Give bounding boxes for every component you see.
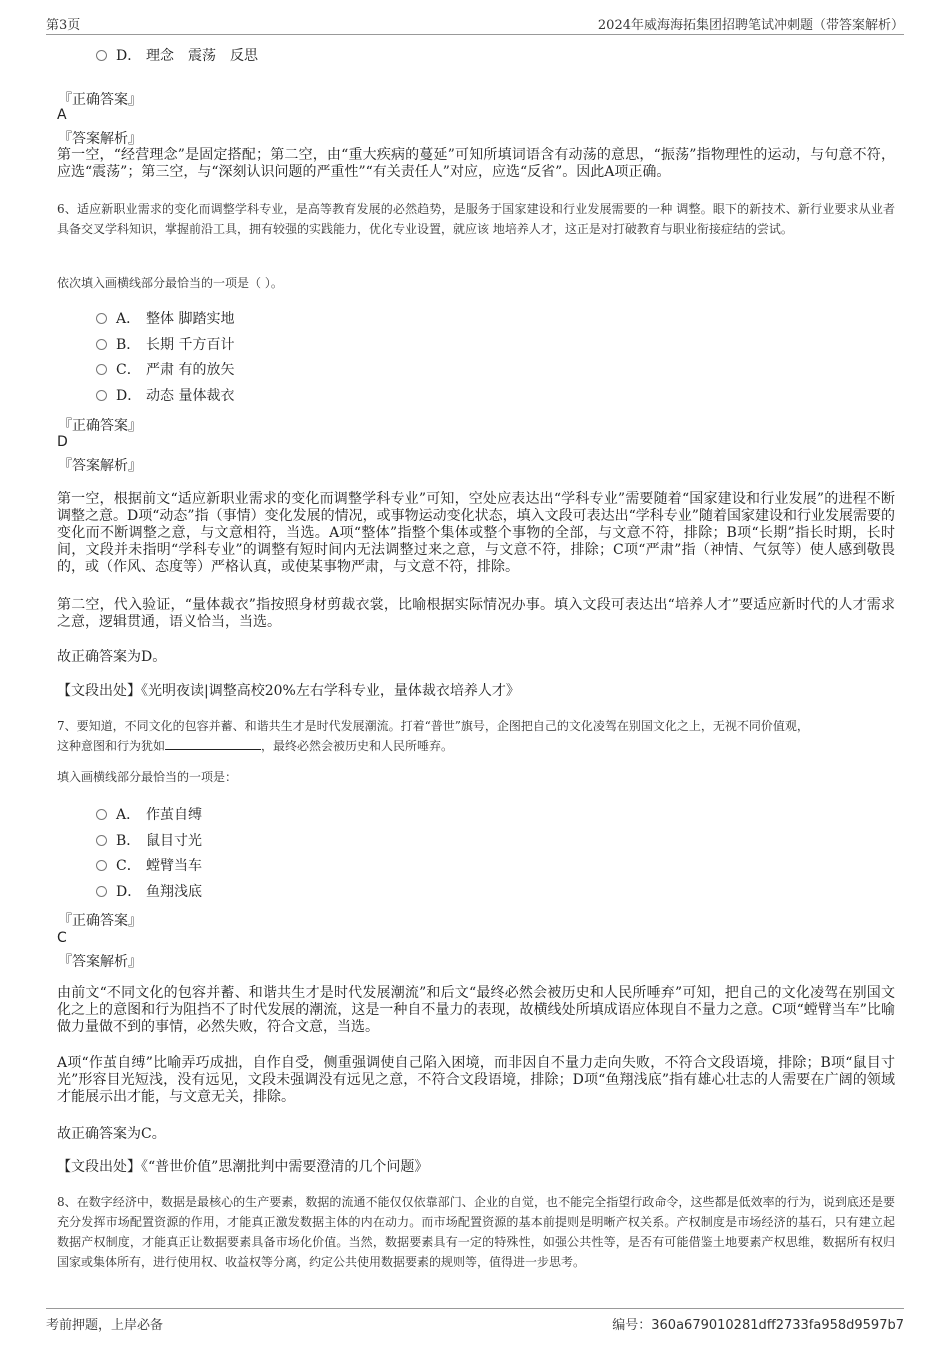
radio-icon[interactable] xyxy=(96,339,107,350)
q7-answer: C xyxy=(57,930,67,946)
q5-option-d[interactable]: D． 理念 震荡 反思 xyxy=(96,46,258,66)
radio-icon[interactable] xyxy=(96,886,107,897)
footer-code: 编号：360a679010281dff2733fa958d9597b7 xyxy=(612,1318,904,1333)
q6-option-d[interactable]: D． 动态 量体裁衣 xyxy=(96,386,234,406)
q6-analysis-p2: 第二空，代入验证，“量体裁衣”指按照身材剪裁衣裳，比喻根据实际情况办事。填入文段可表达出“培养人才”要适应新时代的人才需求之意，逻辑贯通，语义恰当，当选。 xyxy=(57,597,895,630)
q7-option-b[interactable]: B． 鼠目寸光 xyxy=(96,831,202,851)
q7-prompt: 填入画横线部分最恰当的一项是： xyxy=(57,770,238,784)
q6-option-c[interactable]: C． 严肃 有的放矢 xyxy=(96,360,234,380)
q7-answer-tag: 『正确答案』 xyxy=(58,913,142,929)
page-header xyxy=(46,12,904,35)
q6-analysis-tag: 『答案解析』 xyxy=(58,458,142,474)
q6-option-a[interactable]: A． 整体 脚踏实地 xyxy=(96,309,234,329)
radio-icon[interactable] xyxy=(96,390,107,401)
q5-analysis-tag: 『答案解析』 xyxy=(58,131,142,147)
page-number: 第3页 xyxy=(46,18,81,33)
q8-stem: 8、在数字经济中，数据是最核心的生产要素，数据的流通不能仅仅依靠部门、企业的自觉，也不能完全指望行政命令，这些都是低效率的行为，说到底还是要充分发挥市场配置资源的作用，才能真正激发数据主体的内在动力。而市场配置资源的基本前提则是明晰产权关系。产权制度是市场经济的基石，只有建立起数据产权制度，才能真正让数据要素具备市场化价值。当然，数据要素具有一定的特殊性，如强公共性等，是否有可能借鉴土地要素产权思维，数据所有权归国家或集体所有，进行使用权、收益权等分离，约定公共使用数据要素的规则等，值得进一步思考。 xyxy=(57,1195,895,1269)
page-footer xyxy=(46,1308,904,1333)
radio-icon[interactable] xyxy=(96,809,107,820)
radio-icon[interactable] xyxy=(96,313,107,324)
q6-conclusion: 故正确答案为D。 xyxy=(57,649,167,665)
q6-answer-tag: 『正确答案』 xyxy=(58,418,142,434)
q7-source: 【文段出处】《“普世价值”思潮批判中需要澄清的几个问题》 xyxy=(57,1159,429,1175)
q6-analysis-p1: 第一空，根据前文“适应新职业需求的变化而调整学科专业”可知，空处应表达出“学科专业”需要随着“国家建设和行业发展”的进程不断调整之意。D项“动态”指（事情）变化发展的情况，或事物运动变化状态，填入文段可表达出“学科专业”随着国家建设和行业发展需要的变化而不断调整之意，与文意相符，当选。A项“整体”指整个集体或整个事物的全部，与文意不符，排除；B项“长期”指长时期，长时间，文段并未指明“学科专业”的调整有短时间内无法调整过来之意，与文意不符，排除；C项“严肃”指（神情、气氛等）使人感到敬畏的，或（作风、态度等）严格认真，或使某事物严肃，与文意不符，排除。 xyxy=(57,491,895,575)
document-title: 2024年威海海拓集团招聘笔试冲刺题（带答案解析） xyxy=(597,18,904,33)
q7-analysis-p2: A项“作茧自缚”比喻弄巧成拙，自作自受，侧重强调使自己陷入困境，而非因自不量力走向失败，不符合文段语境，排除；B项“鼠目寸光”形容目光短浅，没有远见，文段未强调没有远见之意，不符合文段语境，排除；D项“鱼翔浅底”指有雄心壮志的人需要在广阔的领域才能展示出才能，与文意无关，排除。 xyxy=(57,1055,895,1105)
footer-slogan: 考前押题，上岸必备 xyxy=(46,1318,164,1333)
fill-blank xyxy=(165,737,261,750)
q7-option-a[interactable]: A． 作茧自缚 xyxy=(96,805,202,825)
q6-stem: 6、适应新职业需求的变化而调整学科专业，是高等教育发展的必然趋势，是服务于国家建设和行业发展需要的一种 调整。眼下的新技术、新行业要求从业者具备交叉学科知识，掌握前沿工具，拥有较强的实践能力，优化专业设置，就应该 地培养人才，这正是对打破教育与职业衔接症结的尝试。 xyxy=(57,202,895,236)
q5-answer: A xyxy=(57,107,67,123)
q6-source: 【文段出处】《光明夜读|调整高校20%左右学科专业，量体裁衣培养人才》 xyxy=(57,683,520,699)
radio-icon[interactable] xyxy=(96,50,107,61)
q7-analysis-p1: 由前文“不同文化的包容并蓄、和谐共生才是时代发展潮流”和后文“最终必然会被历史和人民所唾弃”可知，把自己的文化凌驾在别国文化之上的意图和行为阻挡不了时代发展的潮流，这是一种自不量力的表现，故横线处所填成语应体现自不量力之意。C项“螳臂当车”比喻做力量做不到的事情，必然失败，符合文意，当选。 xyxy=(57,985,895,1035)
q6-option-b[interactable]: B． 长期 千方百计 xyxy=(96,335,234,355)
radio-icon[interactable] xyxy=(96,835,107,846)
q5-analysis: 第一空，“经营理念”是固定搭配；第二空，由“重大疾病的蔓延”可知所填词语含有动荡的意思，“振荡”指物理性的运动，与句意不符，应选“震荡”；第三空，与“深刻认识问题的严重性”“有关责任人”对应，应选“反省”。因此A项正确。 xyxy=(57,147,895,180)
q7-option-c[interactable]: C． 螳臂当车 xyxy=(96,856,202,876)
radio-icon[interactable] xyxy=(96,860,107,871)
q7-conclusion: 故正确答案为C。 xyxy=(57,1126,166,1142)
q7-stem: 7、要知道，不同文化的包容并蓄、和谐共生才是时代发展潮流。打着“普世”旗号，企图把自己的文化凌驾在别国文化之上，无视不同价值观， 这种意图和行为犹如 ，最终必然会被历史和人民所唾弃。 xyxy=(57,719,809,753)
q7-analysis-tag: 『答案解析』 xyxy=(58,954,142,970)
radio-icon[interactable] xyxy=(96,364,107,375)
q6-answer: D xyxy=(57,434,68,450)
q5-answer-tag: 『正确答案』 xyxy=(58,92,142,108)
q6-prompt: 依次填入画横线部分最恰当的一项是（ ）。 xyxy=(57,276,283,290)
q7-option-d[interactable]: D． 鱼翔浅底 xyxy=(96,882,202,902)
